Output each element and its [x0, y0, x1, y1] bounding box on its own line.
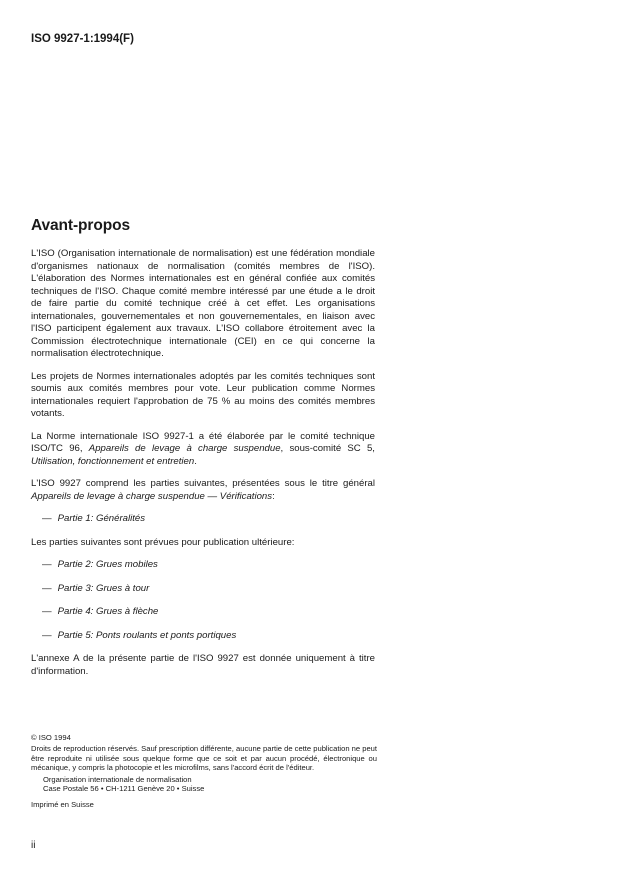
list-item-part-5 — [42, 630, 375, 643]
foreword-body — [31, 248, 375, 688]
paragraph-annex-note: L'annexe A de la présente partie de l'ISO 9927 est donnée uniquement à titre d'information. — [31, 653, 375, 677]
list-dash: — — [42, 629, 52, 641]
list-item-part-1 — [42, 513, 375, 526]
printed-in: Imprimé en Suisse — [31, 800, 94, 810]
page-number: ii — [31, 840, 36, 851]
list-dash: — — [42, 582, 52, 594]
parts-general-title: Appareils de levage à charge suspendue — Vérifications — [31, 490, 273, 502]
part-title: Partie 5: Ponts roulants et ponts portiques — [57, 629, 237, 641]
paragraph-future-intro: Les parties suivantes sont prévues pour publication ultérieure: — [31, 536, 295, 548]
committee-end: . — [194, 455, 197, 467]
paragraph-committee — [31, 431, 375, 469]
parts-intro-prefix: L'ISO 9927 comprend les parties suivantes, présentées sous le titre général — [31, 478, 375, 489]
list-dash: — — [42, 606, 52, 617]
list-item-part-2 — [42, 559, 375, 572]
committee-tc-title: Appareils de levage à charge suspendue — [88, 443, 281, 454]
paragraph-voting: Les projets de Normes internationales adoptés par les comités techniques sont soumis aux comités membres pour vote. Leur publication comme Normes internationales requiert l'approbation de 75 % au moins des comités membres votants. — [31, 370, 375, 419]
copyright-block — [31, 733, 377, 810]
part-title: Partie 3: Grues à tour — [57, 582, 150, 594]
copyright-notice: © ISO 1994 — [31, 733, 71, 742]
list-dash: — — [42, 513, 52, 524]
publisher-address: Case Postale 56 • CH-1211 Genève 20 • Suisse — [43, 784, 205, 794]
publisher-name: Organisation internationale de normalisation — [43, 774, 192, 784]
section-title: Avant-propos — [31, 217, 130, 234]
parts-intro-end: : — [272, 490, 275, 502]
part-title: Partie 2: Grues mobiles — [57, 559, 158, 570]
committee-sc-title: Utilisation, fonctionnement et entretien — [31, 455, 195, 467]
copyright-rights: Droits de reproduction réservés. Sauf prescription différente, aucune partie de cette publication ne peut être reproduite ni utilisée sous quelque forme que ce soit et par aucun procédé, électronique ou mécanique, y compris la photocopie et les microfilms, sans l'accord écrit de l'éditeur. — [31, 744, 378, 773]
part-title: Partie 1: Généralités — [57, 513, 146, 524]
list-item-part-4 — [42, 606, 375, 619]
committee-middle: , sous-comité SC 5, — [280, 443, 375, 454]
paragraph-iso-intro: L'ISO (Organisation internationale de normalisation) est une fédération mondiale d'organismes nationaux de normalisation (comités membres de l'ISO). L'élaboration des Normes internationales est en général confiée aux comités techniques de l'ISO. Chaque comité membre intéressé par une étude a le droit de faire partie du comité technique créé à cet effet. Les organisations internationales, gouvernementales et non gouvernementales, en liaison avec l'ISO participent également aux travaux. L'ISO collabore étroitement avec la Commission électrotechnique internationale (CEI) en ce qui concerne la normalisation électrotechnique. — [31, 248, 375, 359]
paragraph-parts-intro — [31, 478, 375, 503]
list-dash: — — [42, 559, 52, 570]
document-id: ISO 9927-1:1994(F) — [31, 33, 134, 45]
part-title: Partie 4: Grues à flèche — [57, 606, 159, 617]
committee-prefix: La Norme internationale ISO 9927-1 a été élaborée par le comité technique ISO/TC 96, — [31, 430, 375, 454]
list-item-part-3 — [42, 583, 375, 596]
